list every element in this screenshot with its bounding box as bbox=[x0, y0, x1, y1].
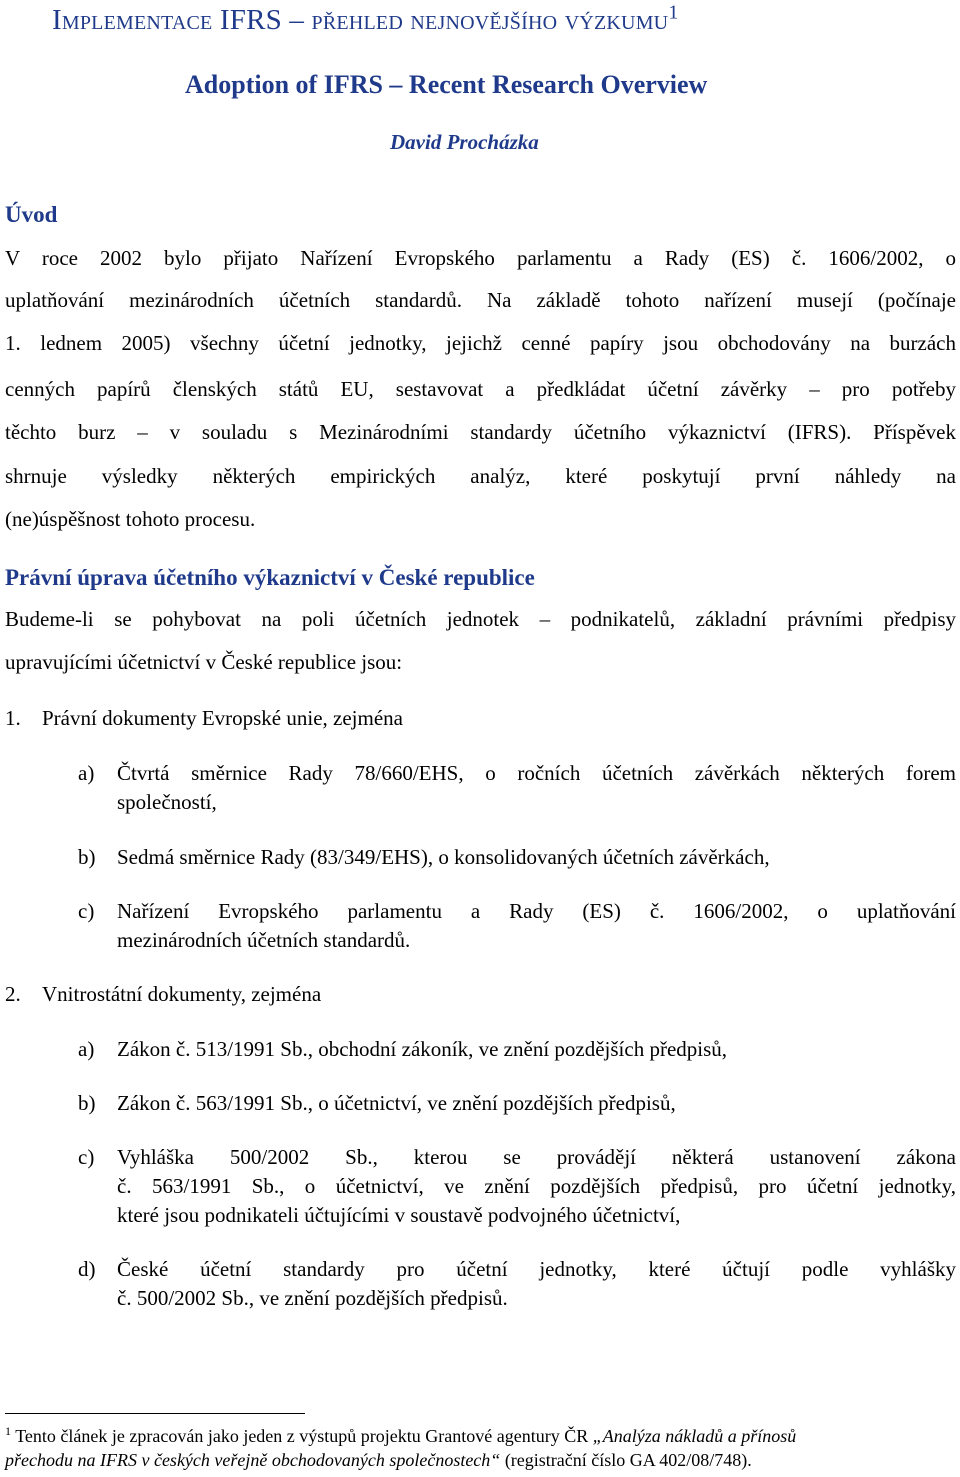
intro-line: (ne)úspěšnost tohoto procesu. bbox=[5, 507, 256, 531]
footnote-project-title-cont: přechodu na IFRS v českých veřejně obchodovaných společnostech“ bbox=[5, 1450, 501, 1470]
footnote-separator bbox=[5, 1413, 305, 1414]
subitem-letter: d) bbox=[78, 1257, 96, 1281]
subitem-line: č. 563/1991 Sb., o účetnictví, ve znění pozdějších předpisů, pro účetní jednotky, bbox=[117, 1174, 956, 1198]
list-number-2: 2. bbox=[5, 982, 21, 1006]
subitem-letter: b) bbox=[78, 1091, 96, 1115]
intro-line: těchto burz – v souladu s Mezinárodními standardy účetního výkaznictví (IFRS). Příspěvek bbox=[5, 420, 956, 444]
subitem-letter: a) bbox=[78, 761, 95, 785]
subitem-letter: c) bbox=[78, 1145, 95, 1169]
intro-line: uplatňování mezinárodních účetních standardů. Na základě tohoto nařízení musejí (počínaje bbox=[5, 288, 956, 312]
title-footnote-mark: 1 bbox=[668, 1, 679, 24]
author-name: David Procházka bbox=[390, 130, 539, 154]
subitem-line: č. 500/2002 Sb., ve znění pozdějších předpisů. bbox=[117, 1286, 508, 1310]
list-number-1: 1. bbox=[5, 706, 21, 730]
footnote-mark: 1 bbox=[5, 1424, 11, 1438]
footnote-registration: (registrační číslo GA 402/08/748). bbox=[504, 1450, 752, 1470]
document-title: Implementace IFRS – přehled nejnovějšího výzkumu$^1$ bbox=[52, 1, 679, 36]
subitem-line: společností, bbox=[117, 790, 217, 814]
intro-line: cenných papírů členských států EU, sestavovat a předkládat účetní závěrky – pro potřeby bbox=[5, 377, 956, 401]
legal-intro-line: Budeme-li se pohybovat na poli účetních jednotek – podnikatelů, základní právními předpisy bbox=[5, 607, 956, 631]
subitem-line: Vyhláška 500/2002 Sb., kterou se provádějí některá ustanovení zákona bbox=[117, 1145, 956, 1169]
subitem-line: Čtvrtá směrnice Rady 78/660/EHS, o ročních účetních závěrkách některých forem bbox=[117, 761, 956, 785]
section-heading-intro: Úvod bbox=[5, 202, 58, 227]
subitem-line: které jsou podnikateli účtujícími v soustavě podvojného účetnictví, bbox=[117, 1203, 681, 1227]
list-item-1-text: Právní dokumenty Evropské unie, zejména bbox=[42, 706, 403, 730]
legal-intro-line: upravujícími účetnictví v České republice jsou: bbox=[5, 650, 403, 674]
subitem-line: mezinárodních účetních standardů. bbox=[117, 928, 411, 952]
document-subtitle: Adoption of IFRS – Recent Research Overview bbox=[185, 70, 708, 99]
subitem-line: Zákon č. 563/1991 Sb., o účetnictví, ve znění pozdějších předpisů, bbox=[117, 1091, 676, 1115]
intro-line: V roce 2002 bylo přijato Nařízení Evropského parlamentu a Rady (ES) č. 1606/2002, o bbox=[5, 246, 956, 270]
section-heading-legal: Právní úprava účetního výkaznictví v České republice bbox=[5, 565, 535, 590]
list-item-2-text: Vnitrostátní dokumenty, zejména bbox=[42, 982, 322, 1006]
footnote bbox=[5, 1424, 796, 1447]
subitem-line: Sedmá směrnice Rady (83/349/EHS), o konsolidovaných účetních závěrkách, bbox=[117, 845, 770, 869]
subitem-letter: b) bbox=[78, 845, 96, 869]
subitem-line: Zákon č. 513/1991 Sb., obchodní zákoník, ve znění pozdějších předpisů, bbox=[117, 1037, 728, 1061]
footnote-text: Tento článek je zpracován jako jeden z výstupů projektu Grantové agentury ČR bbox=[15, 1426, 589, 1446]
subitem-line: České účetní standardy pro účetní jednotky, které účtují podle vyhlášky bbox=[117, 1257, 956, 1281]
footnote-project-title: „Analýza nákladů a přínosů bbox=[592, 1426, 797, 1446]
subitem-letter: a) bbox=[78, 1037, 95, 1061]
intro-line: shrnuje výsledky některých empirických analýz, které poskytují první náhledy na bbox=[5, 464, 956, 488]
subitem-letter: c) bbox=[78, 899, 95, 923]
footnote-line-2 bbox=[5, 1450, 752, 1471]
intro-line: 1. lednem 2005) všechny účetní jednotky, jejichž cenné papíry jsou obchodovány na burzách bbox=[5, 331, 956, 355]
subitem-line: Nařízení Evropského parlamentu a Rady (ES) č. 1606/2002, o uplatňování bbox=[117, 899, 956, 923]
